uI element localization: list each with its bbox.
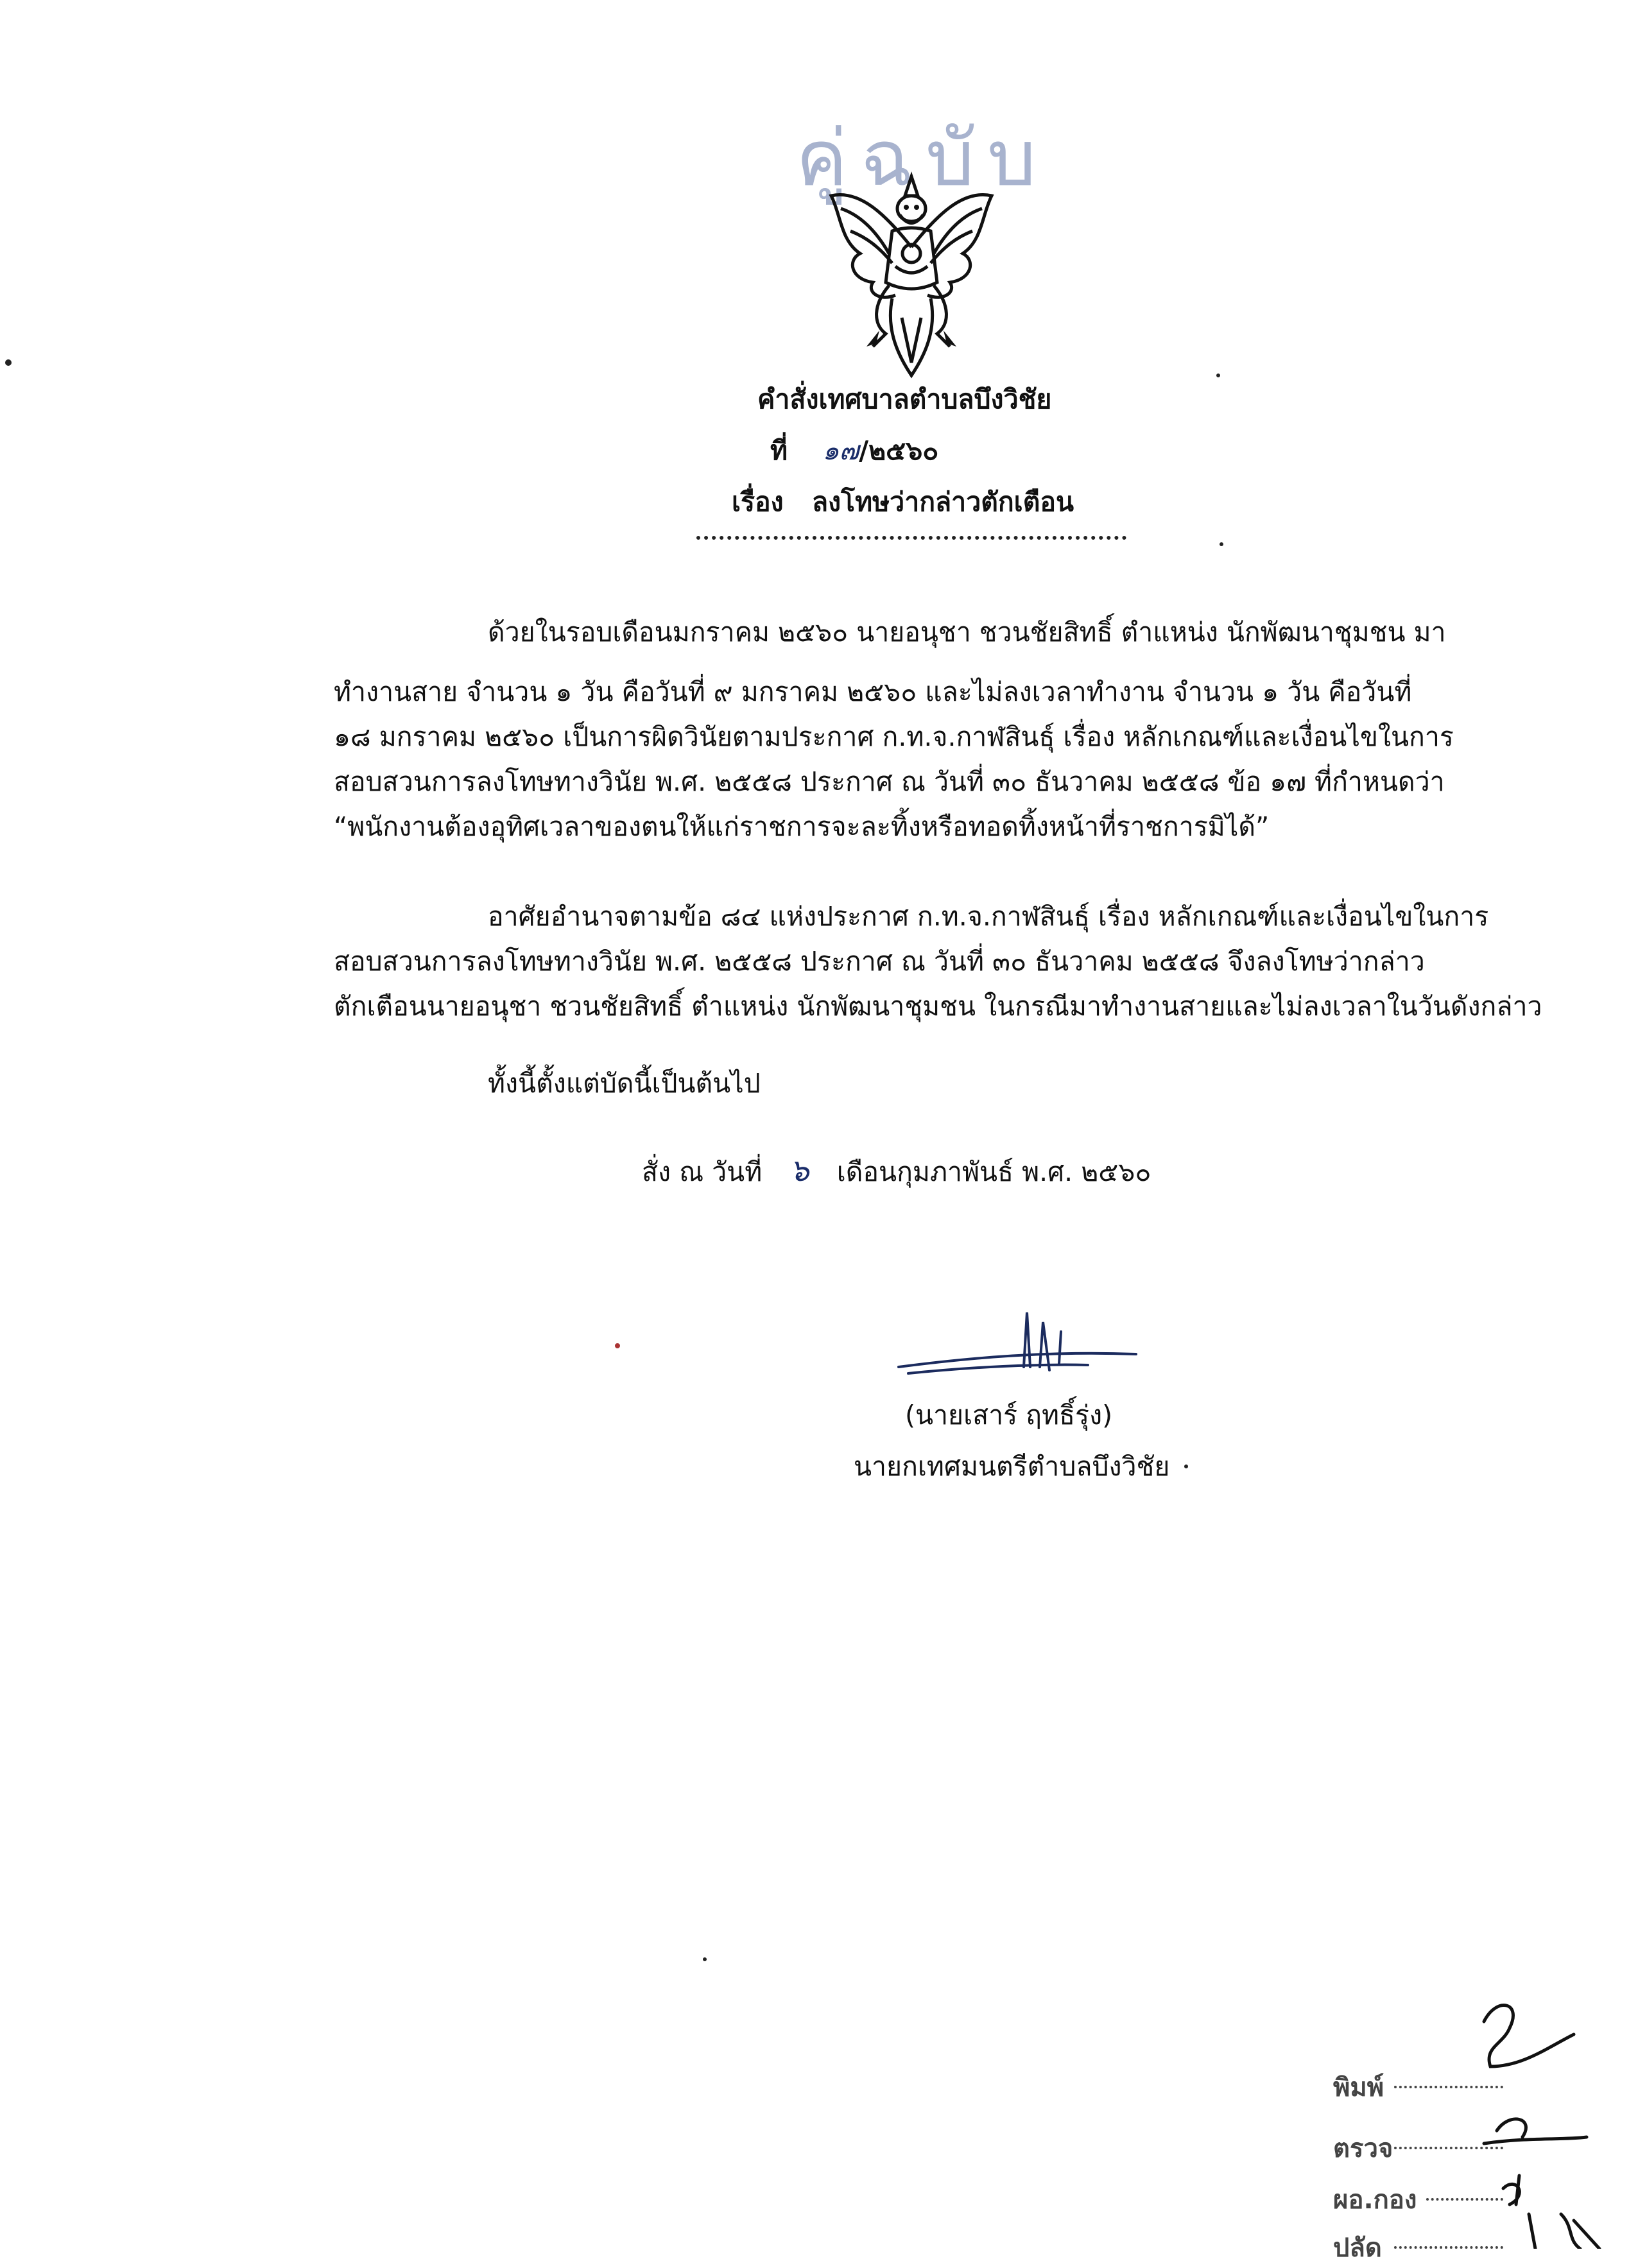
paragraph1-line-2: ทำงานสาย จำนวน ๑ วัน คือวันที่ ๙ มกราคม ๒๕๖๐ และไม่ลงเวลาทำงาน จำนวน ๑ วัน คือวันที่ <box>334 676 1412 707</box>
paragraph1-line-1: ด้วยในรอบเดือนมกราคม ๒๕๖๐ นายอนุชา ชวนชัยสิทธิ์ ตำแหน่ง นักพัฒนาชุมชน มา <box>488 617 1446 648</box>
scan-speck <box>1216 374 1220 377</box>
scan-speck <box>1220 542 1223 546</box>
ordered-prefix: สั่ง ณ วันที่ <box>642 1156 763 1187</box>
paragraph2-line-1: อาศัยอำนาจตามข้อ ๘๔ แห่งประกาศ ก.ท.จ.กาฬสินธุ์ เรื่อง หลักเกณฑ์และเงื่อนไขในการ <box>488 901 1489 932</box>
effective-statement: ทั้งนี้ตั้งแต่บัดนี้เป็นต้นไป <box>488 1068 761 1099</box>
ordered-date <box>642 1153 1151 1189</box>
paragraph2-line-2: สอบสวนการลงโทษทางวินัย พ.ศ. ๒๕๕๘ ประกาศ ณ วันที่ ๓๐ ธันวาคม ๒๕๕๘ จึงลงโทษว่ากล่าว <box>334 946 1425 977</box>
initials-box <box>1279 1964 1638 2263</box>
scan-speck <box>703 1957 707 1961</box>
garuda-emblem-icon <box>815 170 1008 382</box>
initials-label-clerk: ปลัด <box>1333 2233 1382 2263</box>
paragraph2-line-3: ตักเตือนนายอนุชา ชวนชัยสิทธิ์ ตำแหน่ง นักพัฒนาชุมชน ในกรณีมาทำงานสายและไม่ลงเวลาในวันดังกล่าว <box>334 991 1542 1022</box>
subject-label: เรื่อง <box>732 486 784 517</box>
scan-speck <box>1184 1465 1188 1468</box>
initials-label-print: พิมพ์ <box>1333 2073 1384 2102</box>
order-subject <box>732 481 1074 523</box>
subject-text: ลงโทษว่ากล่าวตักเตือน <box>811 486 1074 517</box>
initials-handwriting <box>1445 1983 1638 2249</box>
paragraph1-line-5: “พนักงานต้องอุทิศเวลาของตนให้แก่ราชการจะละทิ้งหรือทอดทิ้งหน้าที่ราชการมิได้” <box>334 811 1270 842</box>
order-title: คำสั่งเทศบาลตำบลบึงวิชัย <box>757 384 1052 415</box>
scan-speck <box>615 1343 620 1348</box>
order-number <box>770 430 938 472</box>
order-number-handwritten: ๑๗ <box>822 435 859 466</box>
order-number-suffix: /๒๕๖๐ <box>859 435 939 466</box>
ordered-day-handwritten: ๖ <box>789 1153 809 1189</box>
signatory-position: นายกเทศมนตรีตำบลบึงวิชัย <box>854 1451 1170 1482</box>
scan-speck <box>5 359 12 366</box>
copy-stamp: คู่ฉบับ <box>796 114 1049 203</box>
paragraph1-line-3: ๑๘ มกราคม ๒๕๖๐ เป็นการผิดวินัยตามประกาศ ก.ท.จ.กาฬสินธุ์ เรื่อง หลักเกณฑ์และเงื่อนไขในการ <box>334 721 1454 752</box>
paragraph1-line-4: สอบสวนการลงโทษทางวินัย พ.ศ. ๒๕๕๘ ประกาศ ณ วันที่ ๓๐ ธันวาคม ๒๕๕๘ ข้อ ๑๗ ที่กำหนดว่า <box>334 766 1445 797</box>
ordered-suffix: เดือนกุมภาพันธ์ พ.ศ. ๒๕๖๐ <box>836 1156 1151 1187</box>
initials-label-director: ผอ.กอง <box>1333 2185 1417 2215</box>
signatory-name: (นายเสาร์ ฤทธิ์รุ่ง) <box>905 1400 1113 1430</box>
signature-drawing <box>895 1306 1139 1389</box>
header-divider <box>696 536 1126 540</box>
order-number-prefix: ที่ <box>770 435 788 466</box>
initials-label-check: ตรวจ <box>1333 2134 1393 2163</box>
